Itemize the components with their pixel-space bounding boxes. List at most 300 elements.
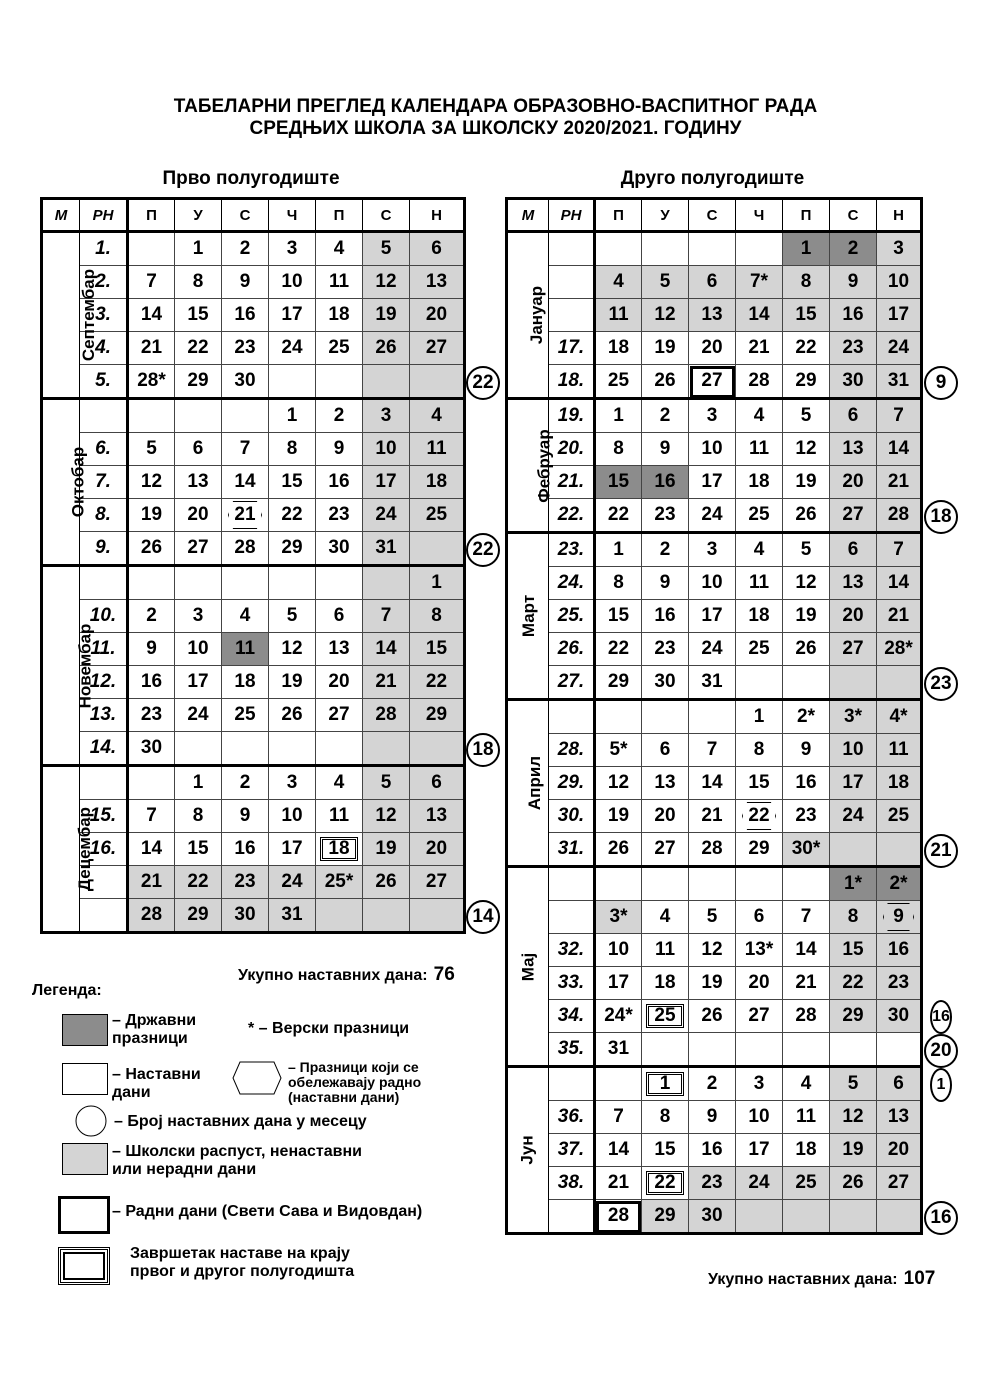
second-half-title: Друго полугодиште (620, 168, 805, 189)
day-cell: 22 (595, 499, 642, 533)
day-cell: 17 (830, 767, 877, 800)
day-cell: 19 (363, 833, 410, 866)
day-cell: 28 (689, 833, 736, 867)
week-row (42, 365, 465, 399)
month-name: Јануар (527, 285, 547, 345)
month-name: Децембар (75, 806, 95, 892)
day-cell: 8 (736, 734, 783, 767)
day-cell: 17 (736, 1134, 783, 1167)
day-cell: 18 (736, 466, 783, 499)
week-number: 37. (549, 1134, 595, 1167)
day-cell (689, 700, 736, 734)
week-row (42, 299, 465, 332)
day-count-circle: 18 (466, 733, 500, 767)
day-cell: 29 (595, 666, 642, 700)
week-row (507, 1101, 922, 1134)
day-cell: 22 (175, 866, 222, 899)
week-row (42, 699, 465, 732)
week-number: 30. (549, 800, 595, 833)
day-cell: 16 (877, 934, 922, 967)
day-cell (128, 232, 175, 266)
day-cell: 11 (316, 800, 363, 833)
day-cell: 26 (363, 866, 410, 899)
col-header-4: С (689, 199, 736, 232)
first-half-total (238, 964, 455, 986)
day-cell (269, 732, 316, 766)
day-cell (642, 1033, 689, 1067)
day-cell: 2* (783, 700, 830, 734)
week-row (42, 899, 465, 933)
day-cell: 3 (175, 600, 222, 633)
day-cell: 13 (877, 1101, 922, 1134)
day-cell: 23 (222, 866, 269, 899)
day-cell (689, 1033, 736, 1067)
day-cell (363, 899, 410, 933)
day-cell: 6 (175, 433, 222, 466)
week-row (507, 1033, 922, 1067)
legend-hexagon-icon (232, 1061, 282, 1095)
week-row (507, 600, 922, 633)
day-cell (410, 732, 465, 766)
day-cell: 16 (783, 767, 830, 800)
day-cell: 26 (830, 1167, 877, 1200)
day-count-circle: 22 (466, 366, 500, 400)
day-cell: 30 (222, 365, 269, 399)
week-row (42, 766, 465, 800)
day-cell: 9 (222, 266, 269, 299)
day-cell: 29 (830, 1000, 877, 1033)
day-cell: 17 (595, 967, 642, 1000)
legend-break-swatch (62, 1143, 108, 1175)
week-number: 21. (549, 466, 595, 499)
day-count-circle: 16 (930, 1000, 952, 1034)
day-cell: 13* (736, 934, 783, 967)
month-label (42, 232, 99, 399)
day-cell: 21 (877, 600, 922, 633)
legend-working-swatch (58, 1196, 110, 1234)
day-cell: 12 (830, 1101, 877, 1134)
month-label (42, 766, 95, 933)
day-cell: 8 (175, 800, 222, 833)
week-row (507, 934, 922, 967)
day-cell: 16 (222, 833, 269, 866)
day-cell: 10 (736, 1101, 783, 1134)
day-cell: 5 (783, 533, 830, 567)
week-row (42, 433, 465, 466)
day-cell: 24 (736, 1167, 783, 1200)
day-cell: 24 (269, 866, 316, 899)
month-label (507, 533, 549, 700)
week-number: 22. (549, 499, 595, 533)
day-cell: 10 (689, 433, 736, 466)
col-header-6: П (316, 199, 363, 232)
day-cell: 15 (269, 466, 316, 499)
week-row (42, 232, 465, 266)
day-cell: 1 (175, 766, 222, 800)
day-cell: 17 (269, 299, 316, 332)
week-number (549, 700, 595, 734)
day-cell: 30 (689, 1200, 736, 1234)
day-cell: 21 (689, 800, 736, 833)
day-cell: 23 (128, 699, 175, 732)
day-cell: 23 (689, 1167, 736, 1200)
day-cell (410, 899, 465, 933)
day-cell: 23 (316, 499, 363, 532)
day-cell (595, 867, 642, 901)
day-cell: 10 (363, 433, 410, 466)
day-cell: 7* (736, 266, 783, 299)
month-name: Октобар (68, 446, 88, 518)
day-cell: 1 (269, 399, 316, 433)
day-cell: 18 (595, 332, 642, 365)
day-cell (877, 1200, 922, 1234)
day-cell: 25 (877, 800, 922, 833)
day-cell: 17 (689, 466, 736, 499)
week-number (80, 766, 128, 800)
day-cell: 26 (595, 833, 642, 867)
day-cell: 22 (642, 1167, 689, 1200)
month-name: Мај (517, 952, 537, 981)
day-cell: 9 (642, 433, 689, 466)
day-cell: 5 (363, 766, 410, 800)
day-cell (736, 666, 783, 700)
day-cell: 14 (877, 567, 922, 600)
day-cell (736, 1200, 783, 1234)
day-cell: 24 (175, 699, 222, 732)
week-number: 10. (80, 600, 128, 633)
day-cell: 16 (222, 299, 269, 332)
day-cell: 24 (363, 499, 410, 532)
day-cell: 19 (269, 666, 316, 699)
day-cell: 13 (642, 767, 689, 800)
day-cell: 10 (830, 734, 877, 767)
day-cell: 6 (316, 600, 363, 633)
second-half-total (708, 1268, 935, 1290)
day-cell: 6 (736, 901, 783, 934)
day-cell: 20 (410, 833, 465, 866)
day-cell: 12 (689, 934, 736, 967)
week-number: 26. (549, 633, 595, 666)
day-cell (877, 666, 922, 700)
week-row (507, 734, 922, 767)
day-cell: 18 (877, 767, 922, 800)
week-number: 35. (549, 1033, 595, 1067)
day-cell: 1 (736, 700, 783, 734)
first-half-table (40, 197, 466, 934)
day-cell: 3 (689, 533, 736, 567)
day-cell: 27 (642, 833, 689, 867)
week-row (42, 633, 465, 666)
month-name: Септембар (79, 268, 99, 362)
day-cell (222, 399, 269, 433)
day-cell: 15 (175, 299, 222, 332)
day-cell: 14 (689, 767, 736, 800)
col-header-4: С (222, 199, 269, 232)
week-row (507, 266, 922, 299)
day-cell: 7 (222, 433, 269, 466)
day-cell (642, 700, 689, 734)
day-cell: 2 (830, 232, 877, 266)
col-header-0: М (507, 199, 549, 232)
day-cell: 4 (595, 266, 642, 299)
week-number: 17. (549, 332, 595, 365)
day-cell: 26 (269, 699, 316, 732)
week-row (42, 332, 465, 365)
week-row (507, 1134, 922, 1167)
day-cell: 15 (595, 466, 642, 499)
week-row (42, 666, 465, 699)
col-header-3: У (175, 199, 222, 232)
day-cell: 27 (830, 499, 877, 533)
day-cell: 12 (642, 299, 689, 332)
week-row (507, 365, 922, 399)
day-cell: 10 (595, 934, 642, 967)
day-cell: 29 (175, 899, 222, 933)
day-cell: 22 (830, 967, 877, 1000)
week-number (549, 867, 595, 901)
day-cell: 5 (830, 1067, 877, 1101)
day-cell: 6 (877, 1067, 922, 1101)
col-header-7: С (830, 199, 877, 232)
day-cell: 26 (128, 532, 175, 566)
day-cell (363, 732, 410, 766)
day-cell: 28 (595, 1200, 642, 1234)
day-cell: 28 (877, 499, 922, 533)
week-row (507, 867, 922, 901)
day-cell: 17 (175, 666, 222, 699)
day-cell: 17 (877, 299, 922, 332)
week-number: 29. (549, 767, 595, 800)
day-cell: 24 (830, 800, 877, 833)
day-cell: 5 (642, 266, 689, 299)
day-cell (269, 365, 316, 399)
day-cell: 14 (128, 299, 175, 332)
month-label (507, 1067, 549, 1234)
week-number (549, 1067, 595, 1101)
week-number (549, 266, 595, 299)
day-cell: 29 (736, 833, 783, 867)
day-cell: 8 (595, 433, 642, 466)
day-cell: 9 (316, 433, 363, 466)
day-cell (783, 1200, 830, 1234)
month-label (42, 566, 95, 766)
week-number: 23. (549, 533, 595, 567)
day-cell: 15 (175, 833, 222, 866)
day-cell: 16 (316, 466, 363, 499)
day-cell: 21 (595, 1167, 642, 1200)
day-cell: 30* (783, 833, 830, 867)
week-row (507, 700, 922, 734)
week-number: 38. (549, 1167, 595, 1200)
day-cell: 27 (410, 332, 465, 365)
day-cell: 4 (316, 232, 363, 266)
day-cell: 14 (736, 299, 783, 332)
day-cell: 29 (269, 532, 316, 566)
day-cell (830, 1200, 877, 1234)
day-cell: 11 (736, 567, 783, 600)
week-row (507, 466, 922, 499)
week-row (507, 633, 922, 666)
week-number: 11. (80, 633, 128, 666)
day-cell: 28* (128, 365, 175, 399)
day-cell: 16 (830, 299, 877, 332)
day-cell: 20 (736, 967, 783, 1000)
day-cell: 3 (269, 766, 316, 800)
day-cell: 24 (269, 332, 316, 365)
day-cell: 11 (877, 734, 922, 767)
day-cell: 2 (316, 399, 363, 433)
first-half-total-value: 76 (433, 964, 455, 985)
day-cell: 20 (175, 499, 222, 532)
week-row (507, 232, 922, 266)
week-row (42, 399, 465, 433)
day-cell: 9 (783, 734, 830, 767)
legend-teaching-days: – Наставни дани (112, 1066, 201, 1101)
day-cell: 20 (877, 1134, 922, 1167)
day-cell: 8 (269, 433, 316, 466)
day-cell (736, 232, 783, 266)
day-cell (689, 867, 736, 901)
first-half-title: Прво полугодиште (162, 168, 340, 189)
legend-end-of-term: Завршетак наставе на крају првог и другог полугодишта (130, 1245, 355, 1280)
week-number: 8. (80, 499, 128, 532)
week-row (42, 866, 465, 899)
day-cell (736, 867, 783, 901)
day-cell: 26 (783, 499, 830, 533)
week-number: 4. (80, 332, 128, 365)
week-row (42, 732, 465, 766)
week-row (507, 433, 922, 466)
week-number (80, 866, 128, 899)
day-cell (175, 732, 222, 766)
day-cell: 27 (689, 365, 736, 399)
day-cell: 19 (128, 499, 175, 532)
legend-end-swatch (58, 1247, 110, 1285)
day-cell: 9 (128, 633, 175, 666)
day-cell: 4 (642, 901, 689, 934)
col-header-5: Ч (736, 199, 783, 232)
week-row (507, 533, 922, 567)
day-cell: 25 (736, 633, 783, 666)
week-number: 14. (80, 732, 128, 766)
first-half-total-label: Укупно наставних дана: (238, 967, 428, 984)
day-cell: 21 (363, 666, 410, 699)
day-cell: 22 (175, 332, 222, 365)
week-row (507, 1167, 922, 1200)
day-cell (222, 732, 269, 766)
col-header-2: П (595, 199, 642, 232)
day-cell (222, 566, 269, 600)
day-cell: 29 (175, 365, 222, 399)
day-cell: 21 (128, 332, 175, 365)
day-cell: 17 (689, 600, 736, 633)
day-cell: 3 (689, 399, 736, 433)
day-cell: 12 (128, 466, 175, 499)
week-row (507, 767, 922, 800)
day-cell: 16 (642, 600, 689, 633)
legend-state-holidays: – Државни празници (112, 1012, 197, 1047)
day-cell: 20 (830, 466, 877, 499)
week-number: 3. (80, 299, 128, 332)
day-cell: 8 (410, 600, 465, 633)
day-cell: 15 (642, 1134, 689, 1167)
day-cell: 20 (689, 332, 736, 365)
day-cell: 1 (595, 399, 642, 433)
day-cell: 21 (736, 332, 783, 365)
week-number (549, 232, 595, 266)
day-cell (410, 365, 465, 399)
week-row (507, 299, 922, 332)
day-cell: 18 (316, 833, 363, 866)
day-cell: 5 (783, 399, 830, 433)
legend-religious: * – Верски празници (248, 1020, 410, 1037)
day-cell: 5* (595, 734, 642, 767)
day-cell: 20 (410, 299, 465, 332)
day-cell: 22 (736, 800, 783, 833)
day-cell: 13 (410, 800, 465, 833)
day-cell: 18 (783, 1134, 830, 1167)
week-row (507, 1000, 922, 1033)
day-cell: 21 (783, 967, 830, 1000)
week-row (42, 466, 465, 499)
day-cell: 9 (877, 901, 922, 934)
day-cell: 3 (363, 399, 410, 433)
day-cell: 31 (689, 666, 736, 700)
day-cell: 19 (783, 600, 830, 633)
day-cell: 26 (363, 332, 410, 365)
legend-title: Легенда: (32, 982, 102, 999)
day-cell: 27 (830, 633, 877, 666)
day-cell: 8 (642, 1101, 689, 1134)
day-cell: 25 (222, 699, 269, 732)
day-cell: 9 (222, 800, 269, 833)
week-number (80, 399, 128, 433)
day-cell: 19 (830, 1134, 877, 1167)
week-number: 13. (80, 699, 128, 732)
col-header-6: П (783, 199, 830, 232)
day-cell (877, 1033, 922, 1067)
day-cell: 25* (316, 866, 363, 899)
day-cell (316, 365, 363, 399)
day-cell: 11 (595, 299, 642, 332)
week-row (507, 666, 922, 700)
day-cell (128, 566, 175, 600)
day-cell (595, 232, 642, 266)
day-cell: 31 (877, 365, 922, 399)
day-cell: 7 (877, 399, 922, 433)
day-cell: 5 (689, 901, 736, 934)
day-cell: 27 (175, 532, 222, 566)
day-cell: 26 (642, 365, 689, 399)
day-cell: 3 (269, 232, 316, 266)
day-count-circle: 20 (924, 1034, 958, 1068)
second-half-total-value: 107 (903, 1268, 936, 1289)
day-cell: 4 (736, 399, 783, 433)
col-header-1: РН (80, 199, 128, 232)
week-number (80, 566, 128, 600)
day-cell: 18 (642, 967, 689, 1000)
month-label (507, 700, 549, 867)
day-cell: 28 (783, 1000, 830, 1033)
week-number: 2. (80, 266, 128, 299)
day-cell: 31 (269, 899, 316, 933)
legend-circle-icon (74, 1104, 108, 1138)
day-cell (595, 700, 642, 734)
day-cell: 25 (595, 365, 642, 399)
day-cell: 8 (783, 266, 830, 299)
day-cell: 14 (783, 934, 830, 967)
day-cell: 11 (316, 266, 363, 299)
